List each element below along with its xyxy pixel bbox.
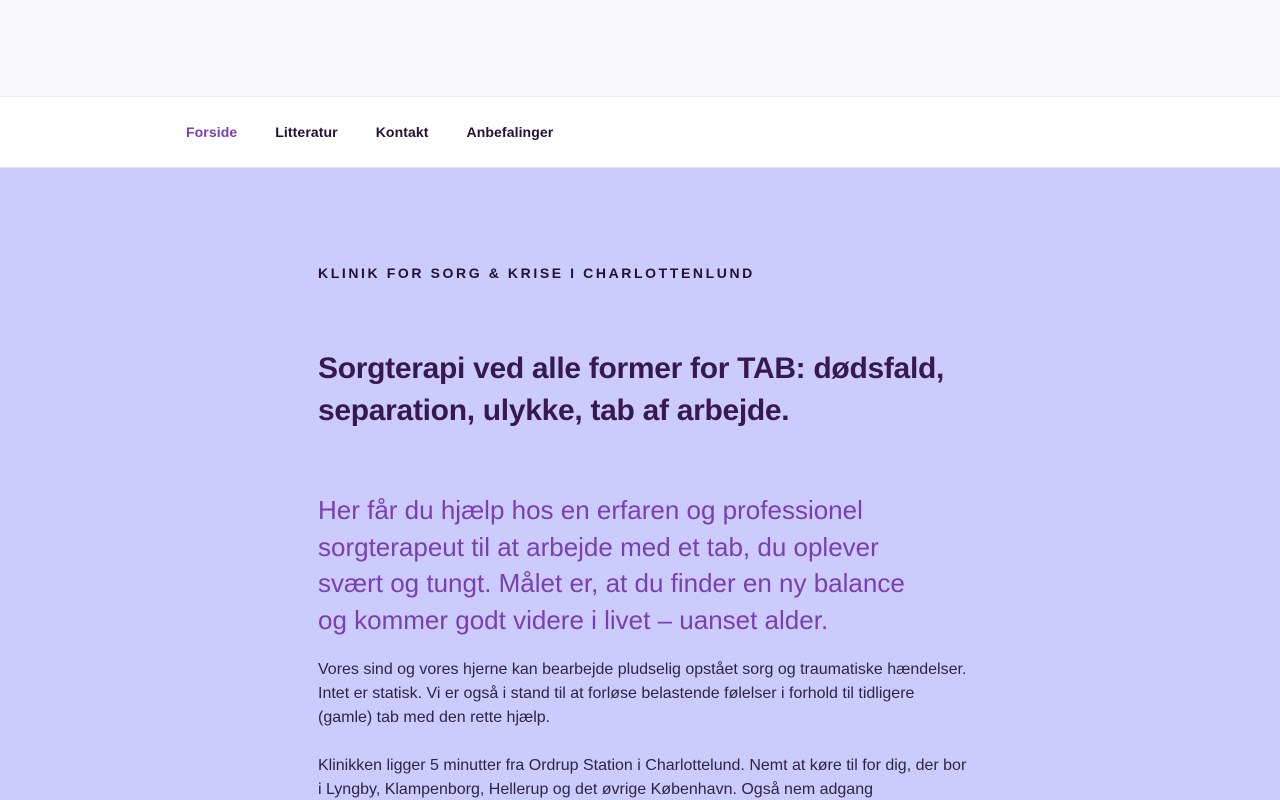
body-paragraph: Vores sind og vores hjerne kan bearbejde pludselig opstået sorg og traumatiske hændelser. Intet er statisk. Vi er også i stand til at forløse belastende følelser i forhold til tidligere (gamle) tab med den rette hjælp. <box>318 661 967 726</box>
nav-item-anbefalinger[interactable]: Anbefalinger <box>466 124 554 140</box>
nav-item-kontakt[interactable]: Kontakt <box>375 124 429 140</box>
nav-item-litteratur[interactable]: Litteratur <box>275 124 338 140</box>
site-tagline: KLINIK FOR SORG & KRISE I CHARLOTTENLUND <box>318 265 755 281</box>
lead-paragraph: Her får du hjælp hos en erfaren og professionel sorgterapeut til at arbejde med et tab, du oplever svært og tungt. Målet er, at du finder en ny balance og kommer godt videre i livet – uanset alder. <box>318 495 905 635</box>
site-header <box>0 0 1280 97</box>
nav-item-forside[interactable]: Forside <box>186 124 238 140</box>
nav-menu <box>186 97 591 167</box>
page-headline: Sorgterapi ved alle former for TAB: dødsfald, separation, ulykke, tab af arbejde. <box>318 352 945 427</box>
body-paragraph: Klinikken ligger 5 minutter fra Ordrup Station i Charlottelund. Nemt at køre til for dig, der bor i Lyngby, Klampenborg, Hellerup og det øvrige København. Også nem adgang <box>318 757 967 798</box>
main-navigation <box>0 97 1280 168</box>
